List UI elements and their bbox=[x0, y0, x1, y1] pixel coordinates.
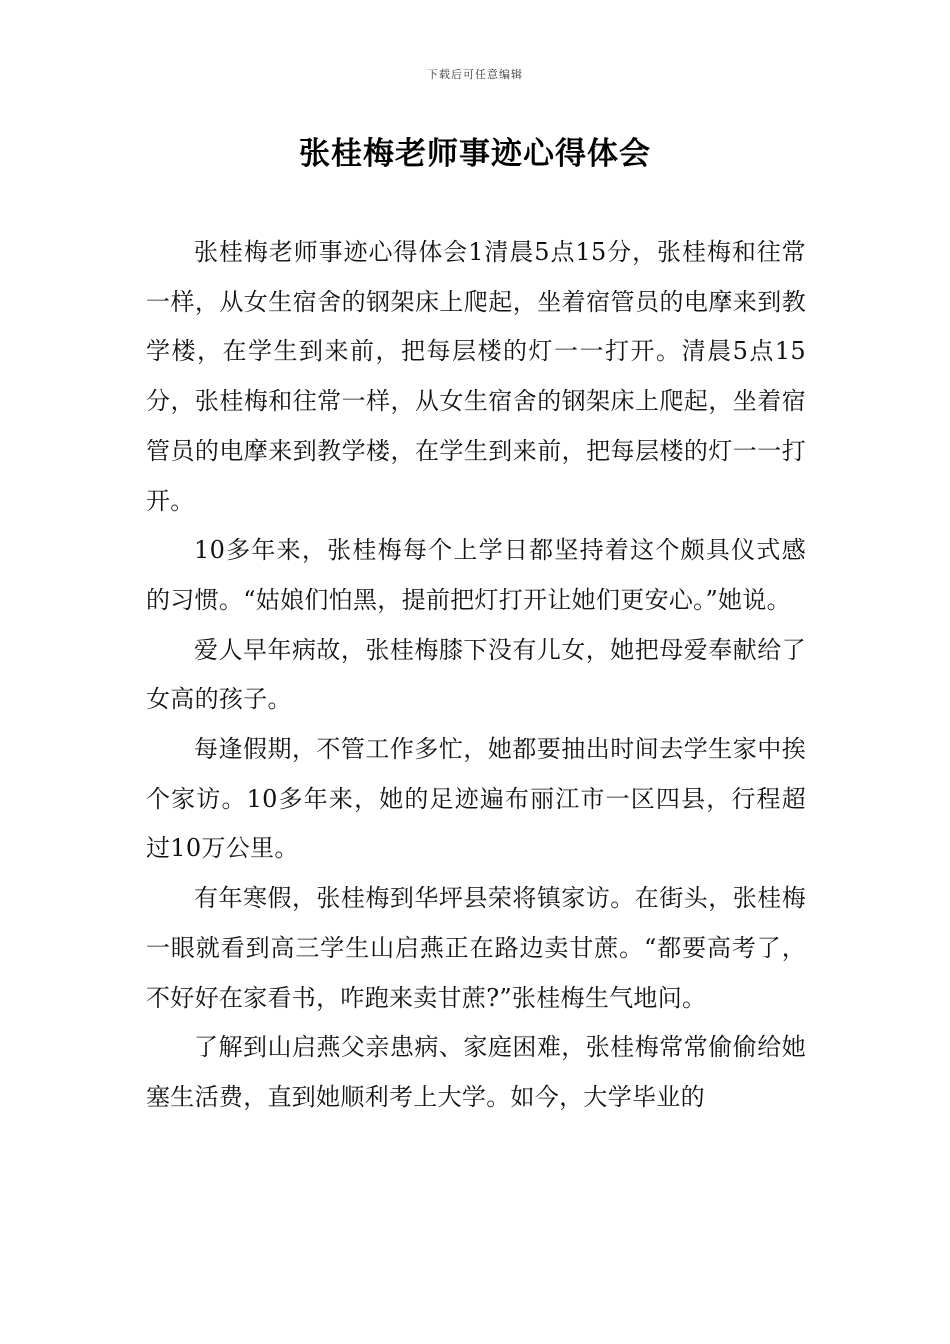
header-note: 下载后可任意编辑 bbox=[427, 68, 523, 81]
paragraph: 张桂梅老师事迹心得体会1清晨5点15分，张桂梅和往常一样，从女生宿舍的钢架床上爬起，坐着宿管员的电摩来到教学楼，在学生到来前，把每层楼的灯一一打开。清晨5点15分，张桂梅和往常一样，从女生宿舍的钢架床上爬起，坐着宿管员的电摩来到教学楼，在学生到来前，把每层楼的灯一一打开。 bbox=[146, 238, 806, 515]
paragraph: 了解到山启燕父亲患病、家庭困难，张桂梅常常偷偷给她塞生活费，直到她顺利考上大学。如今，大学毕业的 bbox=[146, 1033, 806, 1111]
paragraph: 每逢假期，不管工作多忙，她都要抽出时间去学生家中挨个家访。10多年来，她的足迹遍布丽江市一区四县，行程超过10万公里。 bbox=[146, 735, 806, 863]
document-body bbox=[146, 228, 806, 1123]
paragraph: 有年寒假，张桂梅到华坪县荣将镇家访。在街头，张桂梅一眼就看到高三学生山启燕正在路边卖甘蔗。“都要高考了，不好好在家看书，咋跑来卖甘蔗?”张桂梅生气地问。 bbox=[146, 884, 806, 1012]
paragraph: 爱人早年病故，张桂梅膝下没有儿女，她把母爱奉献给了女高的孩子。 bbox=[146, 635, 806, 714]
document-title: 张桂梅老师事迹心得体会 bbox=[299, 136, 651, 172]
paragraph: 10多年来，张桂梅每个上学日都坚持着这个颇具仪式感的习惯。“姑娘们怕黑，提前把灯打开让她们更安心。”她说。 bbox=[146, 536, 806, 614]
